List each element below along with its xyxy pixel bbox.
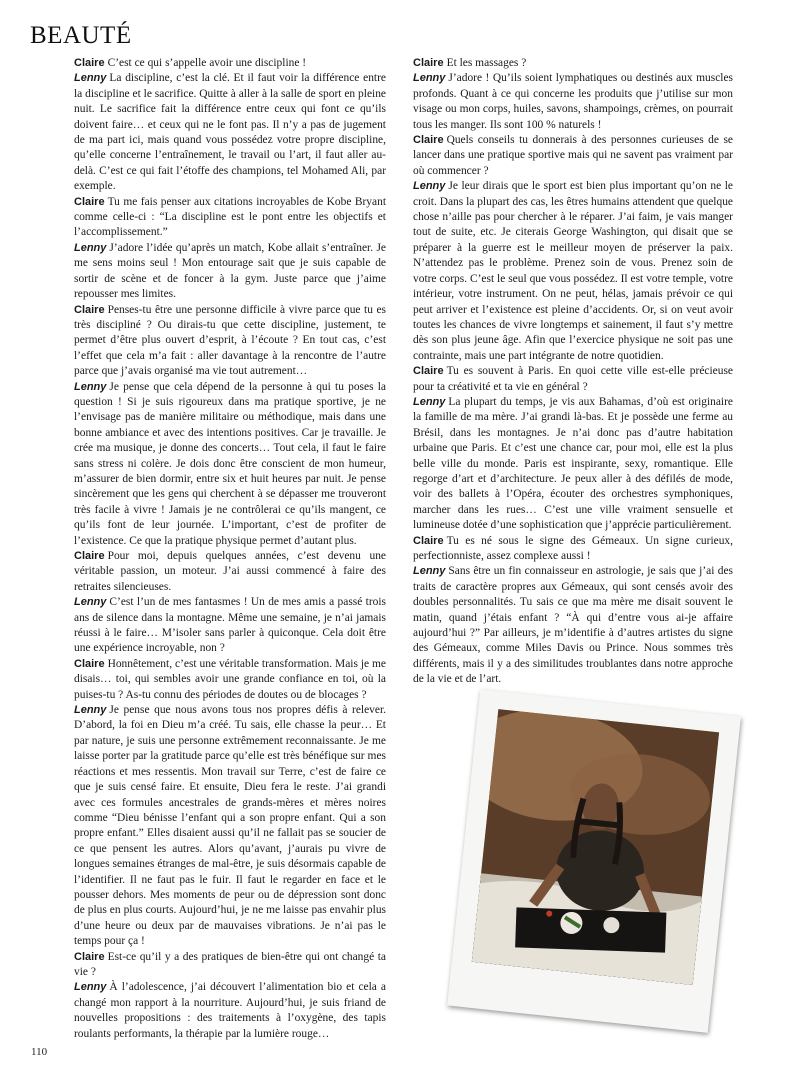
photo-illustration	[472, 709, 719, 985]
dialogue-paragraph	[74, 549, 386, 595]
speaker-label: Lenny	[413, 565, 446, 578]
polaroid-photo	[447, 689, 741, 1033]
dialogue-text: C’est ce qui s’appelle avoir une discipline !	[107, 57, 307, 69]
dialogue-text: Pour moi, depuis quelques années, c’est devenu une véritable passion, un moteur. J’ai aussi commencé à faire des retraites silencieuses.	[74, 550, 386, 593]
dialogue-text: J’adore ! Qu’ils soient lymphatiques ou destinés aux muscles profonds. Quant à ce qui concerne les produits que j’utilise sur mon visage ou mon corps, huiles, savons, shampoings, crèmes, on pourrait tous les manger. Ils sont 100 % naturels !	[413, 72, 733, 131]
photo-lenny-breakfast-tray	[472, 709, 719, 985]
dialogue-text: Quels conseils tu donnerais à des personnes curieuses de se lancer dans une pratique sportive mais qui ne savent pas vraiment par où commencer ?	[413, 134, 733, 177]
dialogue-text: Tu es souvent à Paris. En quoi cette ville est-elle précieuse pour ta créativité et ta vie en général ?	[413, 365, 733, 393]
dialogue-text: La plupart du temps, je vis aux Bahamas, d’où est originaire la famille de ma mère. J’ai grandi là-bas. Et je possède une ferme au Brésil, dans les montagnes. Je n’ai donc pas d’autre habitation urbaine que Paris. Et c’est une chance car, pour moi, elle est la plus belle ville du monde. Paris est inspirante, sexy, romantique. Elle regorge d’art et d’architecture. Je peux aller à des défilés de mode, voir des ballets à l’Opéra, écouter des orchestres symphoniques, marcher dans les rues… C’est une ville vraiment sensuelle et lumineuse dotée d’une sophistication que j’apprécie particulièrement.	[413, 395, 733, 532]
dialogue-paragraph	[74, 303, 386, 380]
speaker-label: Claire	[413, 365, 444, 378]
dialogue-paragraph	[413, 71, 733, 133]
speaker-label: Claire	[413, 134, 444, 147]
speaker-label: Lenny	[74, 72, 107, 85]
dialogue-text: Je pense que nous avons tous nos propres défis à relever. D’abord, la foi en Dieu m’a créé. Tu sais, elle chasse la peur… Et par nature, je suis une personne extrêmement reconnaissante. Je me laisse porter par la gratitude parce qu’elle est très bénéfique sur mes réactions et mes ressentis. Mon travail sur Terre, c’est de faire ce que je suis censé faire. Et ensuite, Dieu fera le reste. J’ai grandi avec ces formules ancestrales de grands-mères et mères noires comme “Dieu bénisse l’enfant qui a son propre enfant. Qui a son propre enfant.” Elles disaient aussi qu’il ne fallait pas se soucier de ce que pensent les autres. Alors qu’avant, j’aurais pu vivre de longues semaines étranges de mal-être, je suis désormais capable de l’identifier. Il ne faut pas le fuir. Il faut le regarder en face et le pousser dehors. Mes moments de peur ou de dépression sont donc de plus en plus courts. Aujourd’hui, je ne me laisse pas envahir plus d’une heure ou deux par de mauvaises vibrations. Je n’ai pas le temps pour ça !	[74, 704, 386, 948]
dialogue-paragraph	[74, 241, 386, 303]
speaker-label: Claire	[74, 195, 105, 208]
speaker-label: Claire	[74, 657, 105, 670]
dialogue-text: C’est l’un de mes fantasmes ! Un de mes amis a passé trois ans de silence dans la montagne. Même une semaine, je n’ai jamais réussi à le faire… M’isoler sans parler à quiconque. Cela doit être une expérience incroyable, non ?	[74, 596, 386, 655]
dialogue-text: Tu me fais penser aux citations incroyables de Kobe Bryant comme celle-ci : “La discipline est le pont entre les objectifs et l’accomplissement.”	[74, 195, 386, 239]
dialogue-paragraph	[74, 195, 386, 241]
dialogue-text: Sans être un fin connaisseur en astrologie, je sais que j’ai des traits de caractère propres aux Gémeaux, qui sont censés avoir des doubles personnalités. Tu sais ce que ma mère me disait souvent le matin, quand j’étais enfant ? “À qui d’entre vous ai-je affaire aujourd’hui ?” Par ailleurs, je m’identifie à d’autres artistes du signe des Gémeaux, comme Miles Davis ou Prince. Nous sommes très différents, mais il y a des similitudes troublantes dans notre approche de la vie et de l’art.	[413, 565, 733, 686]
speaker-label: Claire	[413, 57, 444, 69]
dialogue-paragraph	[74, 71, 386, 194]
speaker-label: Claire	[74, 303, 105, 316]
dialogue-text: Et les massages ?	[446, 57, 527, 69]
speaker-label: Claire	[74, 550, 105, 562]
speaker-label: Lenny	[74, 380, 107, 393]
dialogue-text: Est-ce qu’il y a des pratiques de bien-être qui ont changé ta vie ?	[74, 950, 386, 978]
dialogue-paragraph	[74, 56, 386, 71]
dialogue-text: Je leur dirais que le sport est bien plus important qu’on ne le croit. Dans la plupart des cas, les êtres humains attendent que quelque chose n’aille pas pour chercher à le réparer. J’ai faim, je vais manger tout de suite, etc. Je citerais George Washington, qui disait que se préparer à la guerre est le meilleur moyen de préserver la paix. N’attendez pas le problème. Prenez soin de vous. Prenez soin de votre corps. C’est le seul que vous possédez. Il est votre temple, votre intérieur, votre instrument. On ne peut, hélas, jamais prévoir ce qui peut arriver et l’existence est pleine d’accidents. Or, si on veut avoir toutes les chances de vivre longtemps et sainement, il faut s’y mettre dès son plus jeune âge. Afin que l’exercice physique ne soit pas une contrainte, mais une part intégrante de notre quotidien.	[413, 180, 733, 362]
dialogue-text: Penses-tu être une personne difficile à vivre parce que tu es très discipliné ? Ou dirais-tu que cette discipline, justement, te permet d’être plus ouvert d’esprit, à l’écoute ? En tout cas, c’est l’effet que cela m’a fait : aller davantage à la rencontre de l’autre parce que j’avais organisé ma vie tout autrement…	[74, 303, 386, 378]
page-number: 110	[31, 1046, 48, 1058]
left-column	[74, 56, 386, 1042]
speaker-label: Lenny	[413, 395, 446, 408]
speaker-label: Lenny	[413, 180, 446, 193]
dialogue-paragraph	[74, 595, 386, 657]
speaker-label: Claire	[74, 950, 105, 963]
speaker-label: Claire	[413, 534, 444, 547]
dialogue-text: Tu es né sous le signe des Gémeaux. Un signe curieux, perfectionniste, assez complexe aussi !	[413, 534, 733, 562]
speaker-label: Claire	[74, 57, 105, 69]
dialogue-paragraph	[74, 703, 386, 950]
speaker-label: Lenny	[74, 704, 107, 717]
speaker-label: Lenny	[74, 981, 107, 994]
dialogue-text: Je pense que cela dépend de la personne à qui tu poses la question ! Si je suis rigoureux dans ma pratique sportive, je ne l’envisage pas de manière militaire ou méthodique, mais dans une bonne ambiance et avec des intentions positives. Car je travaille. Je crée ma musique, je donne des concerts… Tout cela, il faut le faire sans stress ni colère. Je dois donc être conscient de mon humeur, m’assurer de bien dormir, entre six et huit heures par nuit. Je pense sincèrement que les gens qui cherchent à se dépasser me trouveront très facile à vivre ! Jamais je ne contrôlerai ce qu’ils mangent, ce qu’ils font de leur journée. L’important, c’est de profiter de l’existence. Ce que la pratique physique permet d’autant plus.	[74, 380, 386, 547]
dialogue-paragraph	[413, 56, 733, 71]
dialogue-paragraph	[74, 380, 386, 549]
dialogue-text: À l’adolescence, j’ai découvert l’alimentation bio et cela a changé mon rapport à la nourriture. Aujourd’hui, je suis friand de nouvelles propositions : des traitements à l’oxygène, des tapis roulants performants, la thérapie par la lumière rouge…	[74, 981, 386, 1040]
section-title: BEAUTÉ	[30, 22, 132, 49]
speaker-label: Lenny	[413, 72, 446, 85]
speaker-label: Lenny	[74, 596, 107, 609]
dialogue-paragraph	[74, 657, 386, 703]
dialogue-paragraph	[74, 980, 386, 1042]
dialogue-paragraph	[413, 395, 733, 534]
dialogue-paragraph	[413, 564, 733, 687]
dialogue-paragraph	[413, 534, 733, 565]
dialogue-paragraph	[413, 133, 733, 179]
dialogue-paragraph	[413, 364, 733, 395]
speaker-label: Lenny	[74, 241, 107, 254]
dialogue-text: Honnêtement, c’est une véritable transformation. Mais je me disais… toi, qui sembles avoir une grande confiance en toi, où la puises-tu ? As-tu connu des périodes de doutes ou de blocages ?	[74, 657, 386, 701]
dialogue-paragraph	[413, 179, 733, 364]
dialogue-text: La discipline, c’est la clé. Et il faut voir la différence entre la discipline et le sacrifice. Quitte à aller à la salle de sport en pleine nuit. Le sacrifice fait la différence entre ceux qui font ce qu’ils doivent faire… et ceux qui ne le font pas. Il n’y a pas de jugement de ma part ici, mais quand vous possédez votre propre discipline, qu’elle concerne l’entraînement, le travail ou l’art, il faut aller au-delà. C’est ce qui fait l’étoffe des champions, tel Mohamed Ali, par exemple.	[74, 72, 386, 193]
dialogue-text: J’adore l’idée qu’après un match, Kobe allait s’entraîner. Je me sens moins seul ! Mon entourage sait que je suis capable de sortir de scène et de foncer à la gym. Juste parce que j’aime repousser mes limites.	[74, 241, 386, 301]
right-column	[413, 56, 733, 688]
dialogue-paragraph	[74, 950, 386, 981]
